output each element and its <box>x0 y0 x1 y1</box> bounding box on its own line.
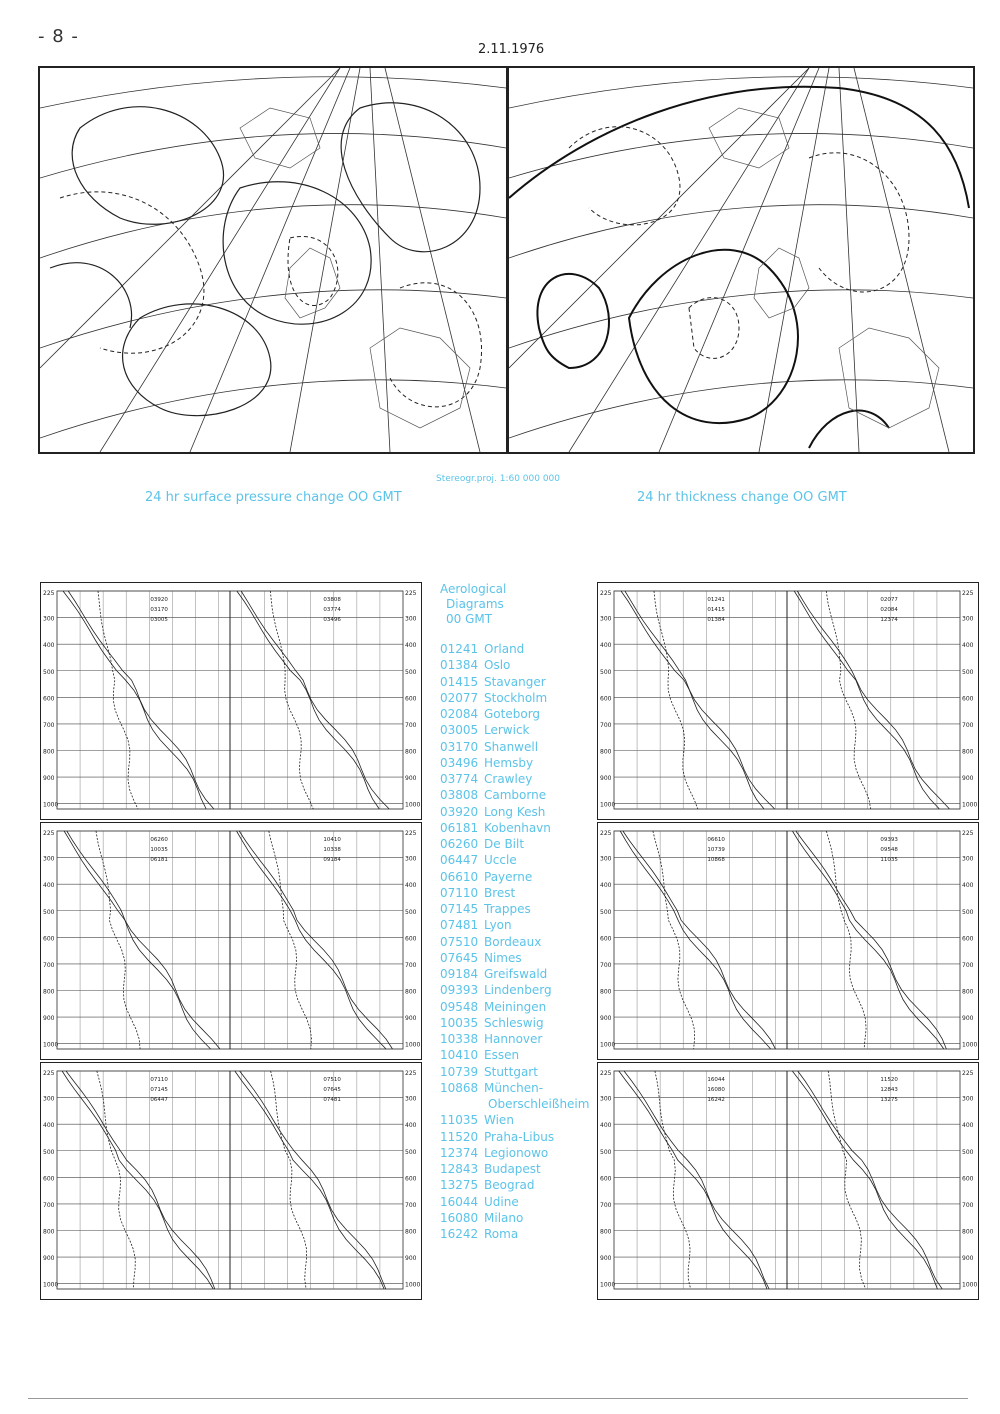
pressure-label: 600 <box>962 935 974 943</box>
legend-station-name: Greifswald <box>484 967 548 981</box>
legend-station-row <box>440 755 600 771</box>
aerological-diagram-F <box>597 1062 979 1300</box>
pressure-label: 400 <box>405 1122 417 1130</box>
legend-station-row <box>440 950 600 966</box>
pressure-label: 300 <box>405 1095 417 1103</box>
legend-station-name: Payerne <box>484 869 533 884</box>
legend-station-row <box>440 641 600 657</box>
legend-station-name: Kobenhavn <box>484 820 551 835</box>
legend-station-row <box>440 999 600 1015</box>
pressure-label: 700 <box>43 1201 55 1209</box>
left-map-caption: 24 hr surface pressure change OO GMT <box>145 490 402 505</box>
diagram-station-code: 02077 <box>880 597 898 603</box>
legend-station-name: Shanwell <box>484 739 539 754</box>
pressure-top-label: 225 <box>405 590 417 597</box>
legend-station-name: Crawley <box>484 772 533 786</box>
legend-station-row <box>440 836 600 852</box>
projection-note: Stereogr.proj. 1:60 000 000 <box>436 474 561 484</box>
pressure-label: 800 <box>962 1228 974 1236</box>
page-date: 2.11.1976 <box>478 42 545 57</box>
pressure-label: 600 <box>600 1175 612 1183</box>
pressure-top-label: 225 <box>962 1070 974 1077</box>
pressure-label: 500 <box>600 908 612 916</box>
legend-station-row <box>440 1080 600 1096</box>
pressure-label: 1000 <box>962 801 978 809</box>
legend-station-code: 02084 <box>440 707 479 721</box>
legend-station-code: 07510 <box>440 934 479 949</box>
pressure-top-label: 225 <box>600 830 612 837</box>
legend-station-name: Stavanger <box>484 674 546 689</box>
page-number: - 8 - <box>38 26 79 47</box>
diagram-station-code: 03920 <box>150 597 168 603</box>
pressure-label: 800 <box>600 748 612 756</box>
legend-station-row <box>440 674 600 690</box>
pressure-top-label: 225 <box>43 1070 55 1077</box>
legend-station-code: 11035 <box>440 1113 479 1128</box>
legend-station-name: Uccle <box>484 853 517 868</box>
legend-station-row <box>440 1194 600 1210</box>
pressure-label: 600 <box>962 695 974 703</box>
legend-station-code: 03496 <box>440 755 479 770</box>
pressure-label: 400 <box>962 882 974 890</box>
legend-station-name: Essen <box>484 1048 520 1063</box>
pressure-label: 500 <box>600 1148 612 1156</box>
diagram-station-code: 07481 <box>323 1097 341 1103</box>
pressure-label: 300 <box>962 1095 974 1103</box>
pressure-label: 400 <box>600 642 612 650</box>
legend-station-name: Lerwick <box>484 723 530 738</box>
pressure-label: 300 <box>405 615 417 623</box>
pressure-label: 900 <box>962 1015 974 1023</box>
legend-title-1: Aerological <box>440 582 507 596</box>
diagram-station-code: 01415 <box>707 607 725 613</box>
legend-station-code: 06181 <box>440 820 479 835</box>
pressure-label: 400 <box>43 882 55 890</box>
legend-station-code: 07110 <box>440 885 479 900</box>
pressure-top-label: 225 <box>962 590 974 597</box>
legend-station-code: 01384 <box>440 658 479 673</box>
pressure-label: 600 <box>405 695 417 703</box>
bottom-rule <box>28 1398 968 1399</box>
pressure-label: 800 <box>43 988 55 996</box>
diagram-station-code: 01241 <box>707 597 725 603</box>
pressure-label: 1000 <box>962 1281 978 1289</box>
pressure-label: 700 <box>405 1201 417 1209</box>
legend-station-row <box>440 1129 600 1145</box>
pressure-label: 800 <box>962 748 974 756</box>
legend-station-name: Stockholm <box>484 690 548 705</box>
pressure-label: 700 <box>962 1201 974 1209</box>
legend-station-code: 03920 <box>440 804 479 819</box>
legend-station-row <box>440 966 600 982</box>
legend-station-row <box>440 771 600 787</box>
pressure-label: 300 <box>405 855 417 863</box>
legend-station-row <box>440 852 600 868</box>
pressure-label: 900 <box>405 1015 417 1023</box>
pressure-label: 900 <box>962 1255 974 1263</box>
legend-station-name: Roma <box>484 1227 519 1241</box>
legend-station-row <box>440 1177 600 1193</box>
legend-station-row <box>440 901 600 917</box>
legend-station-row <box>440 885 600 901</box>
legend-station-name: Schleswig <box>484 1015 544 1030</box>
pressure-label: 1000 <box>43 1281 59 1289</box>
legend-station-row <box>440 917 600 933</box>
legend-station-row <box>440 804 600 820</box>
legend-station-name: Wien <box>484 1113 514 1128</box>
pressure-label: 600 <box>43 1175 55 1183</box>
pressure-label: 400 <box>43 1122 55 1130</box>
diagram-station-code: 07645 <box>323 1087 341 1093</box>
station-legend <box>440 582 600 1242</box>
pressure-label: 500 <box>43 908 55 916</box>
legend-station-row <box>440 1112 600 1128</box>
pressure-label: 300 <box>43 1095 55 1103</box>
legend-station-row <box>440 1015 600 1031</box>
pressure-label: 900 <box>43 1255 55 1263</box>
legend-station-code: 01241 <box>440 642 479 656</box>
diagram-station-code: 13275 <box>880 1097 898 1103</box>
legend-station-code: 06447 <box>440 853 479 868</box>
pressure-top-label: 225 <box>43 830 55 837</box>
thickness-change-map <box>507 66 975 454</box>
legend-station-row <box>440 934 600 950</box>
legend-station-name: Stuttgart <box>484 1064 538 1079</box>
pressure-label: 500 <box>962 668 974 676</box>
legend-station-row <box>440 657 600 673</box>
pressure-label: 700 <box>43 721 55 729</box>
pressure-label: 1000 <box>600 1281 616 1289</box>
legend-station-code: 03808 <box>440 788 479 803</box>
legend-station-name: Lindenberg <box>484 983 552 998</box>
legend-station-row <box>440 690 600 706</box>
legend-station-code: 03170 <box>440 739 479 754</box>
pressure-label: 600 <box>600 935 612 943</box>
legend-station-code: 16242 <box>440 1227 479 1241</box>
legend-station-code: 10868 <box>440 1080 479 1095</box>
pressure-label: 900 <box>43 1015 55 1023</box>
diagram-station-code: 10338 <box>323 847 341 853</box>
legend-station-name: Oslo <box>484 658 511 673</box>
pressure-label: 500 <box>405 668 417 676</box>
pressure-label: 800 <box>600 1228 612 1236</box>
pressure-label: 700 <box>962 721 974 729</box>
legend-station-name: Brest <box>484 885 516 900</box>
pressure-label: 900 <box>600 1015 612 1023</box>
legend-station-code: 13275 <box>440 1178 479 1193</box>
diagram-station-code: 03496 <box>323 617 341 623</box>
pressure-label: 400 <box>962 1122 974 1130</box>
pressure-top-label: 225 <box>962 830 974 837</box>
legend-station-row <box>440 1064 600 1080</box>
diagram-station-code: 06181 <box>150 857 168 863</box>
legend-station-name: Orland <box>484 642 525 656</box>
diagram-station-code: 07110 <box>150 1077 168 1083</box>
pressure-label: 400 <box>405 642 417 650</box>
pressure-label: 600 <box>43 935 55 943</box>
legend-station-name: De Bilt <box>484 837 525 851</box>
pressure-label: 400 <box>405 882 417 890</box>
legend-station-name: Goteborg <box>484 707 541 721</box>
pressure-label: 600 <box>962 1175 974 1183</box>
pressure-label: 500 <box>43 668 55 676</box>
legend-station-row <box>440 820 600 836</box>
legend-station-name: Lyon <box>484 918 512 933</box>
pressure-label: 1000 <box>600 801 616 809</box>
pressure-label: 800 <box>962 988 974 996</box>
aerological-diagram-C <box>40 822 422 1060</box>
pressure-label: 1000 <box>405 1281 421 1289</box>
legend-station-name: Hannover <box>484 1032 543 1046</box>
pressure-label: 300 <box>43 855 55 863</box>
legend-station-name: Nimes <box>484 950 522 965</box>
legend-station-row <box>440 1145 600 1161</box>
legend-station-row <box>440 1210 600 1226</box>
legend-station-code: 07145 <box>440 902 479 916</box>
diagram-station-code: 16080 <box>707 1087 725 1093</box>
legend-station-code: 09184 <box>440 967 479 981</box>
legend-station-code: 03005 <box>440 723 479 738</box>
diagram-station-code: 11035 <box>880 857 898 863</box>
legend-station-name: Legionowo <box>484 1145 549 1160</box>
pressure-label: 300 <box>600 615 612 623</box>
diagram-station-code: 02084 <box>880 607 898 613</box>
pressure-label: 700 <box>600 961 612 969</box>
pressure-label: 300 <box>962 615 974 623</box>
legend-station-code: 09393 <box>440 983 479 998</box>
pressure-label: 800 <box>405 1228 417 1236</box>
pressure-label: 1000 <box>43 801 59 809</box>
legend-station-code: 10739 <box>440 1064 479 1079</box>
pressure-label: 500 <box>405 908 417 916</box>
legend-station-name: Trappes <box>484 902 531 916</box>
pressure-label: 800 <box>600 988 612 996</box>
pressure-label: 900 <box>43 775 55 783</box>
legend-station-row <box>440 787 600 803</box>
legend-station-code: 12374 <box>440 1145 479 1160</box>
pressure-label: 400 <box>600 1122 612 1130</box>
legend-station-code: 01415 <box>440 674 479 689</box>
legend-station-name: Budapest <box>484 1162 541 1176</box>
diagram-station-code: 06610 <box>707 837 725 843</box>
legend-station-row <box>440 706 600 722</box>
legend-station-code: 06260 <box>440 837 479 851</box>
legend-station-name: München- <box>484 1080 544 1095</box>
diagram-station-code: 09548 <box>880 847 898 853</box>
pressure-label: 400 <box>600 882 612 890</box>
diagram-station-code: 10868 <box>707 857 725 863</box>
legend-station-name: Meiningen <box>484 999 547 1014</box>
legend-station-code: 12843 <box>440 1162 479 1176</box>
diagram-station-code: 12843 <box>880 1087 898 1093</box>
legend-station-code: 03774 <box>440 772 479 786</box>
legend-station-row <box>440 982 600 998</box>
pressure-label: 300 <box>43 615 55 623</box>
legend-station-code: 09548 <box>440 999 479 1014</box>
pressure-label: 900 <box>962 775 974 783</box>
legend-title-3: 00 GMT <box>446 612 493 626</box>
diagram-station-code: 06260 <box>150 837 168 843</box>
diagram-station-code: 11520 <box>880 1077 898 1083</box>
pressure-label: 800 <box>405 748 417 756</box>
pressure-label: 700 <box>600 1201 612 1209</box>
diagram-station-code: 07145 <box>150 1087 168 1093</box>
pressure-label: 700 <box>43 961 55 969</box>
diagram-station-code: 01384 <box>707 617 725 623</box>
diagram-station-code: 10739 <box>707 847 725 853</box>
pressure-label: 300 <box>600 1095 612 1103</box>
pressure-label: 1000 <box>405 1041 421 1049</box>
diagram-station-code: 10035 <box>150 847 168 853</box>
legend-station-code: 10410 <box>440 1048 479 1063</box>
pressure-label: 800 <box>43 1228 55 1236</box>
legend-station-code: 07645 <box>440 950 479 965</box>
pressure-label: 900 <box>405 775 417 783</box>
aerological-diagram-D <box>597 822 979 1060</box>
legend-station-name: Beograd <box>484 1178 535 1193</box>
pressure-label: 700 <box>405 961 417 969</box>
diagram-station-code: 16242 <box>707 1097 725 1103</box>
pressure-label: 1000 <box>405 801 421 809</box>
diagram-station-code: 03005 <box>150 617 168 623</box>
pressure-label: 800 <box>405 988 417 996</box>
diagram-station-code: 07510 <box>323 1077 341 1083</box>
legend-station-code: 02077 <box>440 690 479 705</box>
diagram-station-code: 10410 <box>323 837 341 843</box>
aerological-diagram-B <box>597 582 979 820</box>
pressure-label: 500 <box>600 668 612 676</box>
legend-station-code: 07481 <box>440 918 479 933</box>
diagram-station-code: 12374 <box>880 617 898 623</box>
legend-station-row <box>440 869 600 885</box>
diagram-station-code: 03774 <box>323 607 341 613</box>
legend-continuation: Oberschleißheim <box>488 1097 590 1111</box>
legend-station-name: Milano <box>484 1210 524 1225</box>
pressure-label: 500 <box>43 1148 55 1156</box>
pressure-label: 600 <box>405 1175 417 1183</box>
pressure-label: 500 <box>962 908 974 916</box>
legend-station-name: Praha-Libus <box>484 1129 555 1144</box>
legend-station-code: 16044 <box>440 1194 479 1209</box>
diagram-station-code: 09393 <box>880 837 898 843</box>
legend-station-name: Camborne <box>484 788 547 803</box>
legend-station-code: 16080 <box>440 1210 479 1225</box>
pressure-top-label: 225 <box>600 590 612 597</box>
pressure-label: 800 <box>43 748 55 756</box>
legend-station-row <box>440 1047 600 1063</box>
right-map-caption: 24 hr thickness change OO GMT <box>637 490 847 505</box>
diagram-station-code: 06447 <box>150 1097 168 1103</box>
pressure-label: 400 <box>43 642 55 650</box>
legend-station-name: Hemsby <box>484 755 534 770</box>
pressure-label: 300 <box>962 855 974 863</box>
pressure-label: 600 <box>405 935 417 943</box>
pressure-label: 1000 <box>962 1041 978 1049</box>
pressure-label: 1000 <box>600 1041 616 1049</box>
pressure-label: 400 <box>962 642 974 650</box>
aerological-diagram-A <box>40 582 422 820</box>
diagram-station-code: 03808 <box>323 597 341 603</box>
pressure-label: 600 <box>600 695 612 703</box>
pressure-top-label: 225 <box>405 830 417 837</box>
pressure-label: 700 <box>405 721 417 729</box>
legend-station-name: Long Kesh <box>484 804 546 819</box>
legend-station-name: Bordeaux <box>484 934 542 949</box>
legend-title-2: Diagrams <box>446 597 504 611</box>
legend-station-row <box>440 722 600 738</box>
pressure-label: 900 <box>600 775 612 783</box>
legend-station-row <box>440 1226 600 1242</box>
pressure-top-label: 225 <box>43 590 55 597</box>
legend-station-code: 10035 <box>440 1015 479 1030</box>
pressure-top-label: 225 <box>600 1070 612 1077</box>
legend-station-row <box>440 1031 600 1047</box>
diagram-station-code: 16044 <box>707 1077 725 1083</box>
diagram-station-code: 03170 <box>150 607 168 613</box>
diagram-station-code: 09184 <box>323 857 341 863</box>
pressure-label: 300 <box>600 855 612 863</box>
pressure-label: 700 <box>600 721 612 729</box>
aerological-diagram-E <box>40 1062 422 1300</box>
pressure-label: 600 <box>43 695 55 703</box>
legend-station-row <box>440 1161 600 1177</box>
pressure-label: 500 <box>405 1148 417 1156</box>
pressure-top-label: 225 <box>405 1070 417 1077</box>
pressure-label: 1000 <box>43 1041 59 1049</box>
legend-station-code: 06610 <box>440 869 479 884</box>
legend-station-code: 10338 <box>440 1032 479 1046</box>
legend-station-name: Udine <box>484 1194 519 1209</box>
pressure-label: 900 <box>405 1255 417 1263</box>
pressure-label: 900 <box>600 1255 612 1263</box>
legend-station-row <box>440 739 600 755</box>
surface-pressure-change-map <box>38 66 508 454</box>
pressure-label: 500 <box>962 1148 974 1156</box>
legend-station-code: 11520 <box>440 1129 479 1144</box>
pressure-label: 700 <box>962 961 974 969</box>
